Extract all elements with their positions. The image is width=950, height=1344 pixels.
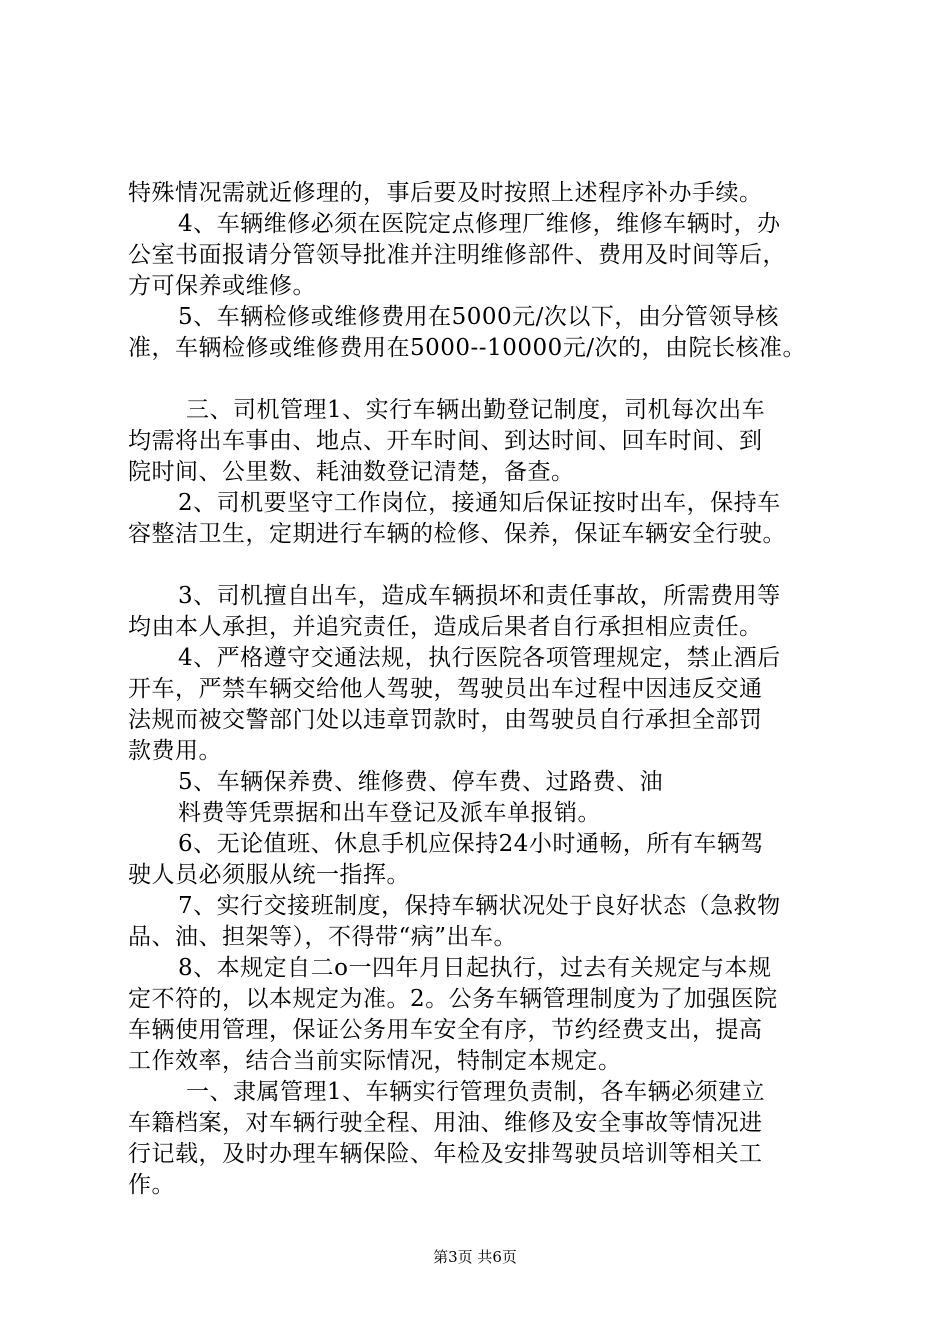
text-line: 法规而被交警部门处以违章罚款时，由驾驶员自行承担全部罚: [128, 707, 763, 733]
text-line: 8、本规定自二o一四年月日起执行，过去有关规定与本规: [178, 955, 772, 981]
text-line: 工作效率，结合当前实际情况，特制定本规定。: [128, 1048, 622, 1074]
text-line: 方可保养或维修。: [128, 273, 316, 299]
page-footer: 第3页 共6页: [433, 1248, 517, 1266]
text-line: 2、司机要坚守工作岗位，接通知后保证按时出车，保持车: [178, 490, 781, 516]
text-line: 行记载，及时办理车辆保险、年检及安排驾驶员培训等相关工: [128, 1141, 763, 1167]
text-line: 准，车辆检修或维修费用在5000--10000元/次的，由院长核准。: [128, 335, 806, 361]
text-line: 定不符的，以本规定为准。2。公务车辆管理制度为了加强医院: [128, 986, 778, 1012]
text-line: 院时间、公里数、耗油数登记清楚，备查。: [128, 459, 575, 485]
text-line: 一、隶属管理1、车辆实行管理负责制，各车辆必须建立: [186, 1079, 766, 1105]
text-line: 品、油、担架等），不得带“病”出车。: [128, 924, 518, 950]
text-line: 开车，严禁车辆交给他人驾驶，驾驶员出车过程中因违反交通: [128, 676, 763, 702]
text-line: 5、车辆保养费、维修费、停车费、过路费、油: [178, 769, 664, 795]
text-line: 三、司机管理1、实行车辆出勤登记制度，司机每次出车: [186, 397, 766, 423]
text-line: 4、车辆维修必须在医院定点修理厂维修，维修车辆时，办: [178, 211, 781, 237]
text-line: 7、实行交接班制度，保持车辆状况处于良好状态（急救物: [178, 893, 781, 919]
text-line: 均需将出车事由、地点、开车时间、到达时间、回车时间、到: [128, 428, 763, 454]
text-line: 车辆使用管理，保证公务用车安全有序，节约经费支出，提高: [128, 1017, 763, 1043]
text-line: 6、无论值班、休息手机应保持24小时通畅，所有车辆驾: [178, 831, 764, 857]
text-line: 公室书面报请分管领导批准并注明维修部件、费用及时间等后，: [128, 242, 786, 268]
text-line: 3、司机擅自出车，造成车辆损坏和责任事故，所需费用等: [178, 583, 781, 609]
text-line: 料费等凭票据和出车登记及派车单报销。: [178, 800, 601, 826]
text-line: 驶人员必须服从统一指挥。: [128, 862, 410, 888]
text-line: 均由本人承担，并追究责任，造成后果者自行承担相应责任。: [128, 614, 763, 640]
text-line: 款费用。: [128, 738, 222, 764]
text-line: 5、车辆检修或维修费用在5000元/次以下，由分管领导核: [178, 304, 779, 330]
text-line: 特殊情况需就近修理的，事后要及时按照上述程序补办手续。: [128, 180, 763, 206]
text-line: 容整洁卫生，定期进行车辆的检修、保养，保证车辆安全行驶。: [128, 521, 786, 547]
text-line: 作。: [128, 1172, 175, 1198]
text-line: 车籍档案，对车辆行驶全程、用油、维修及安全事故等情况进: [128, 1110, 763, 1136]
text-line: 4、严格遵守交通法规，执行医院各项管理规定，禁止酒后: [178, 645, 781, 671]
